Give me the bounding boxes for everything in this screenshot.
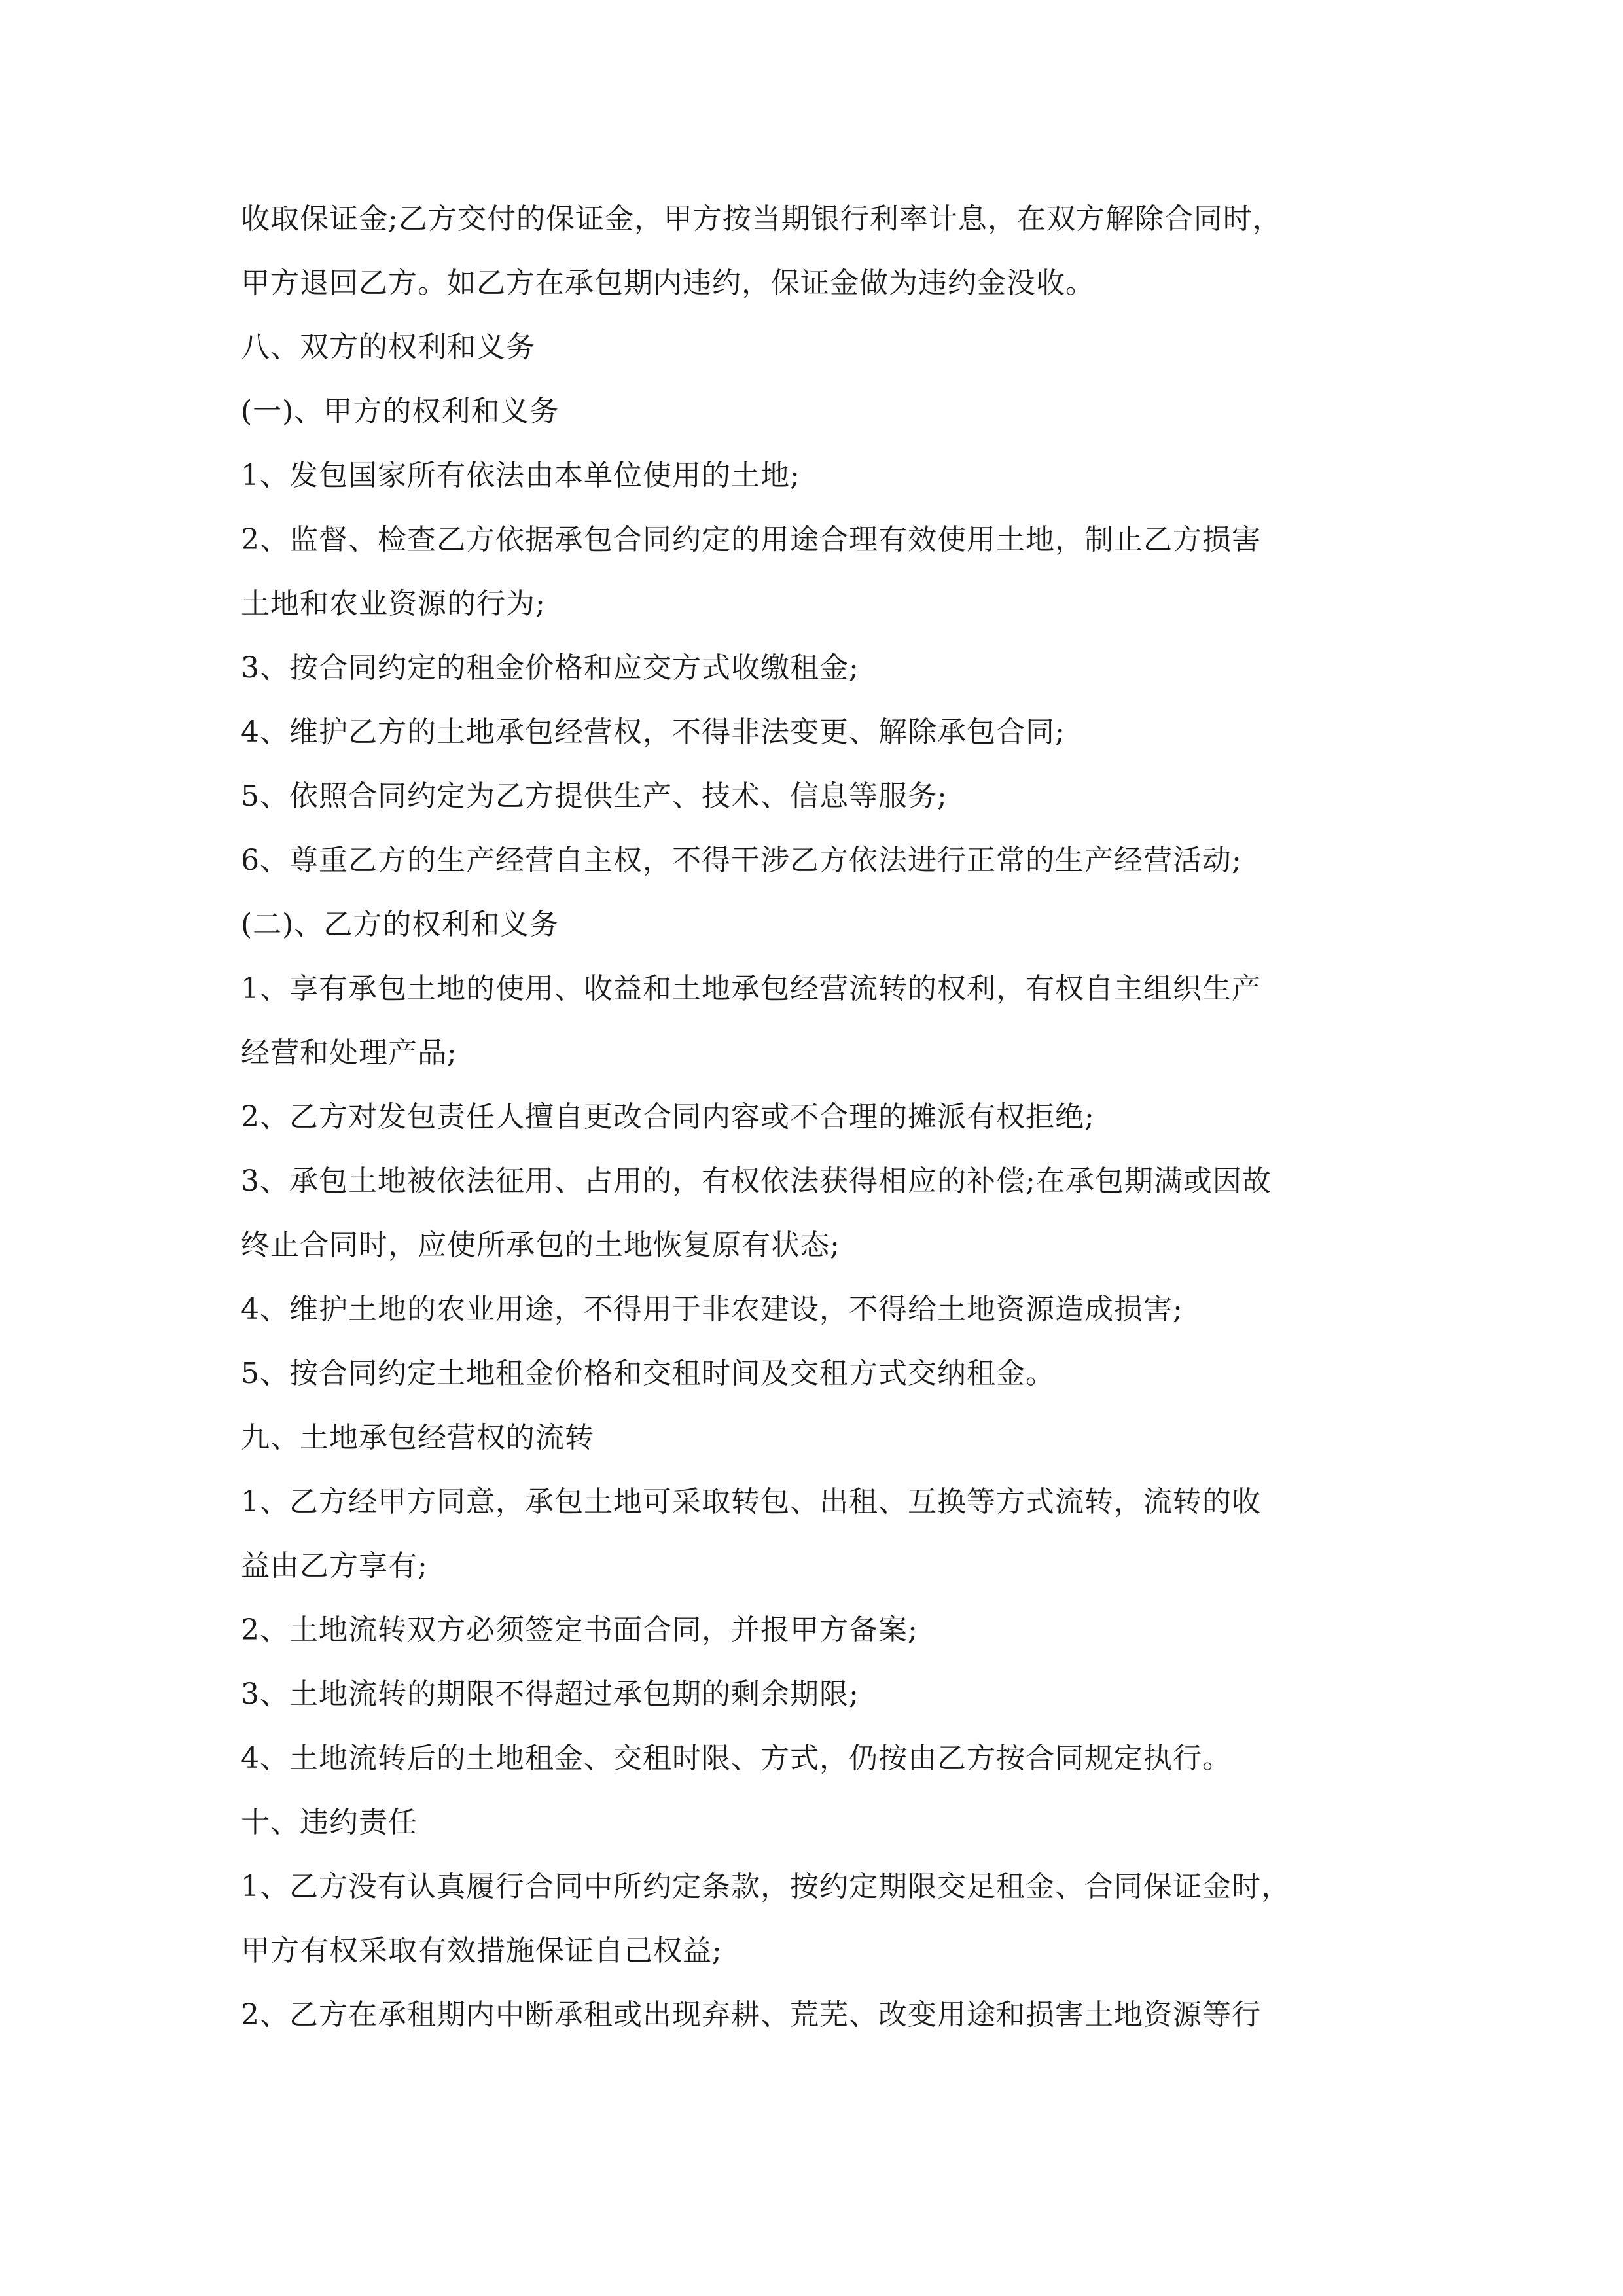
text-line: 1、乙方经甲方同意，承包土地可采取转包、出租、互换等方式流转，流转的收 — [241, 1485, 1261, 1518]
text-line: 3、土地流转的期限不得超过承包期的剩余期限; — [241, 1677, 859, 1711]
text-line: 经营和处理产品; — [241, 1036, 457, 1069]
text-line: 终止合同时，应使所承包的土地恢复原有状态; — [241, 1229, 840, 1262]
section-heading: 十、违约责任 — [241, 1806, 418, 1839]
text-line: 4、维护土地的农业用途，不得用于非农建设，不得给土地资源造成损害; — [241, 1293, 1183, 1326]
text-line: 收取保证金;乙方交付的保证金，甲方按当期银行利率计息，在双方解除合同时， — [241, 202, 1282, 236]
text-line: 3、按合同约定的租金价格和应交方式收缴租金; — [241, 651, 859, 685]
text-line: 2、乙方在承租期内中断承租或出现弃耕、荒芜、改变用途和损害土地资源等行 — [241, 1998, 1261, 2032]
text-line: 6、尊重乙方的生产经营自主权，不得干涉乙方依法进行正常的生产经营活动; — [241, 844, 1242, 877]
text-line: 3、承包土地被依法征用、占用的，有权依法获得相应的补偿;在承包期满或因故 — [241, 1164, 1272, 1198]
text-line: 1、乙方没有认真履行合同中所约定条款，按约定期限交足租金、合同保证金时， — [241, 1870, 1291, 1903]
section-heading: 九、土地承包经营权的流转 — [241, 1421, 594, 1454]
text-line: 2、乙方对发包责任人擅自更改合同内容或不合理的摊派有权拒绝; — [241, 1100, 1095, 1134]
subsection-heading: (二)、乙方的权利和义务 — [241, 908, 560, 941]
text-line: 1、发包国家所有依法由本单位使用的土地; — [241, 459, 800, 492]
text-line: 5、依照合同约定为乙方提供生产、技术、信息等服务; — [241, 780, 948, 813]
text-line: 1、享有承包土地的使用、收益和土地承包经营流转的权利，有权自主组织生产 — [241, 972, 1261, 1005]
text-line: 2、监督、检查乙方依据承包合同约定的用途合理有效使用土地，制止乙方损害 — [241, 523, 1261, 556]
section-heading: 八、双方的权利和义务 — [241, 331, 535, 364]
text-line: 5、按合同约定土地租金价格和交租时间及交租方式交纳租金。 — [241, 1357, 1055, 1390]
text-line: 益由乙方享有; — [241, 1549, 428, 1583]
text-line: 甲方退回乙方。如乙方在承包期内违约，保证金做为违约金没收。 — [241, 266, 1095, 300]
text-line: 甲方有权采取有效措施保证自己权益; — [241, 1934, 722, 1967]
text-line: 2、土地流转双方必须签定书面合同，并报甲方备案; — [241, 1613, 918, 1647]
text-line: 4、维护乙方的土地承包经营权，不得非法变更、解除承包合同; — [241, 715, 1065, 749]
subsection-heading: (一)、甲方的权利和义务 — [241, 395, 560, 428]
text-line: 土地和农业资源的行为; — [241, 587, 546, 620]
contract-body-text — [241, 187, 1393, 2047]
text-line: 4、土地流转后的土地租金、交租时限、方式，仍按由乙方按合同规定执行。 — [241, 1742, 1232, 1775]
